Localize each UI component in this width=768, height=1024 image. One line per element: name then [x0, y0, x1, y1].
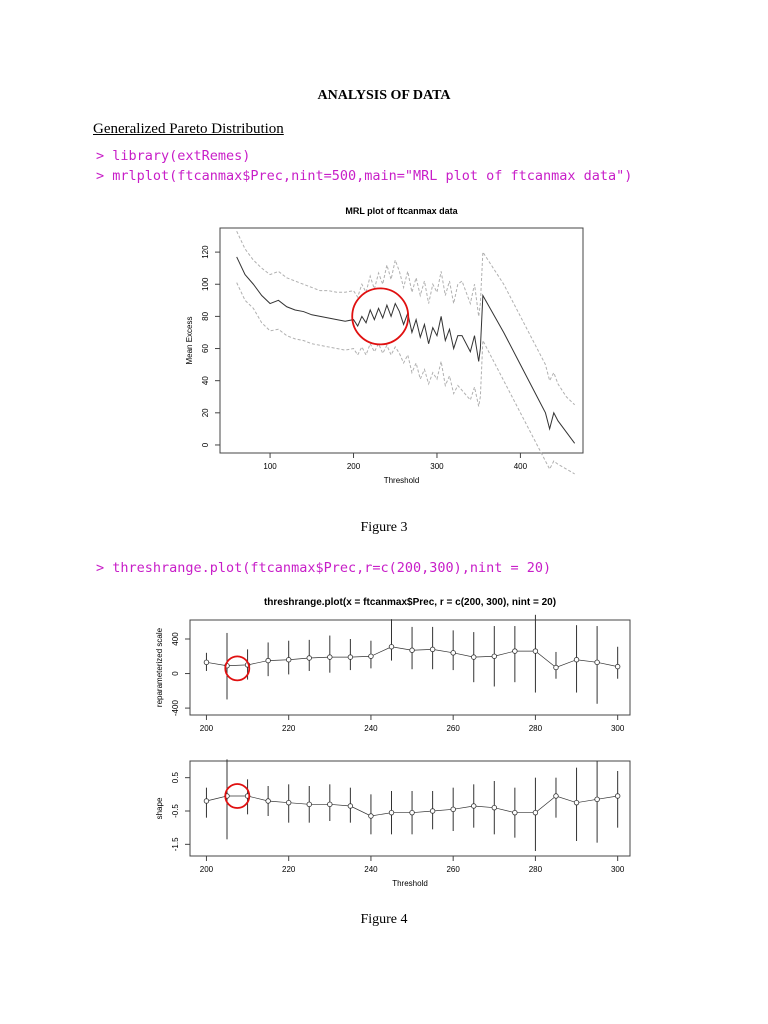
y-tick-label: 80: [201, 311, 210, 321]
x-tick-label: 220: [282, 865, 296, 874]
data-point: [615, 664, 620, 669]
data-point: [430, 647, 435, 652]
y-axis-label: Mean Excess: [185, 316, 194, 365]
y-tick-label: 120: [201, 245, 210, 259]
y-tick-label: 100: [201, 277, 210, 291]
x-tick-label: 280: [528, 724, 543, 733]
chart-title: MRL plot of ftcanmax data: [345, 206, 458, 216]
code-line-3: > threshrange.plot(ftcanmax$Prec,r=c(200,300),nint = 20): [96, 560, 552, 576]
code-line-1: > library(extRemes): [96, 148, 251, 164]
highlight-circle: [225, 656, 249, 680]
plot-frame: [220, 228, 583, 453]
y-tick-label: -400: [171, 700, 180, 717]
x-tick-label: 400: [513, 462, 528, 471]
data-point: [533, 810, 538, 815]
data-point: [389, 644, 394, 649]
data-point: [369, 654, 374, 659]
data-point: [328, 655, 333, 660]
confidence-band-line: [237, 283, 575, 474]
x-axis-label: Threshold: [392, 879, 428, 888]
data-point: [204, 660, 209, 665]
section-heading: ANALYSIS OF DATA: [317, 88, 451, 103]
x-tick-label: 240: [364, 865, 378, 874]
data-point: [266, 799, 271, 804]
data-point: [554, 794, 559, 799]
data-point: [471, 655, 476, 660]
y-axis-label: reparameterized scale: [155, 627, 164, 708]
y-tick-label: -0.5: [171, 804, 180, 818]
y-tick-label: 0: [201, 442, 210, 448]
data-point: [410, 810, 415, 815]
data-point: [307, 802, 312, 807]
y-tick-label: 20: [201, 408, 210, 418]
x-tick-label: 200: [199, 724, 214, 733]
x-tick-label: 300: [610, 865, 625, 874]
x-axis-label: Threshold: [383, 476, 420, 485]
y-axis-label: shape: [155, 797, 164, 820]
figure-4-caption: Figure 4: [360, 912, 408, 927]
data-point: [286, 657, 291, 662]
threshrange-shape-chart: [145, 755, 635, 900]
data-point: [533, 649, 538, 654]
x-tick-label: 280: [528, 865, 543, 874]
y-tick-label: -1.5: [171, 837, 180, 852]
data-point: [513, 810, 518, 815]
x-tick-label: 300: [610, 724, 625, 733]
x-tick-label: 260: [446, 724, 460, 733]
y-tick-label: 60: [201, 344, 210, 353]
data-point: [513, 649, 518, 654]
data-point: [369, 814, 374, 819]
data-point: [266, 658, 271, 663]
x-tick-label: 200: [199, 865, 214, 874]
x-tick-label: 240: [364, 724, 378, 733]
x-tick-label: 220: [282, 724, 296, 733]
data-point: [492, 805, 497, 810]
mean-excess-line: [237, 257, 575, 443]
data-point: [574, 800, 579, 805]
data-point: [574, 657, 579, 662]
chart-title: threshrange.plot(x = ftcanmax$Prec, r = c(200, 300), nint = 20): [263, 597, 557, 608]
data-point: [451, 807, 456, 812]
x-tick-label: 300: [430, 462, 444, 471]
data-point: [471, 804, 476, 809]
y-tick-label: 40: [201, 376, 210, 386]
data-point: [410, 648, 415, 653]
data-point: [615, 794, 620, 799]
x-tick-label: 260: [446, 865, 460, 874]
mrl-plot-chart: [180, 198, 590, 508]
data-point: [204, 799, 209, 804]
highlight-circle: [352, 288, 408, 344]
data-point: [286, 800, 291, 805]
data-point: [595, 797, 600, 802]
y-tick-label: 0.5: [171, 772, 180, 784]
data-point: [389, 810, 394, 815]
y-tick-label: 400: [171, 632, 180, 646]
data-point: [430, 809, 435, 814]
threshrange-scale-chart: [145, 590, 635, 750]
data-point: [492, 654, 497, 659]
code-line-2: > mrlplot(ftcanmax$Prec,nint=500,main="MRL plot of ftcanmax data"): [96, 168, 633, 184]
x-tick-label: 100: [263, 462, 277, 471]
plot-frame: [190, 620, 630, 715]
data-point: [348, 804, 353, 809]
x-tick-label: 200: [346, 462, 361, 471]
figure-3-caption: Figure 3: [360, 520, 408, 535]
data-point: [451, 651, 456, 656]
data-point: [595, 660, 600, 665]
data-point: [328, 802, 333, 807]
plot-frame: [190, 761, 630, 856]
data-point: [307, 656, 312, 661]
y-tick-label: 0: [171, 671, 180, 676]
data-point: [554, 665, 559, 670]
data-point: [348, 655, 353, 660]
subsection-heading: Generalized Pareto Distribution: [93, 121, 284, 137]
